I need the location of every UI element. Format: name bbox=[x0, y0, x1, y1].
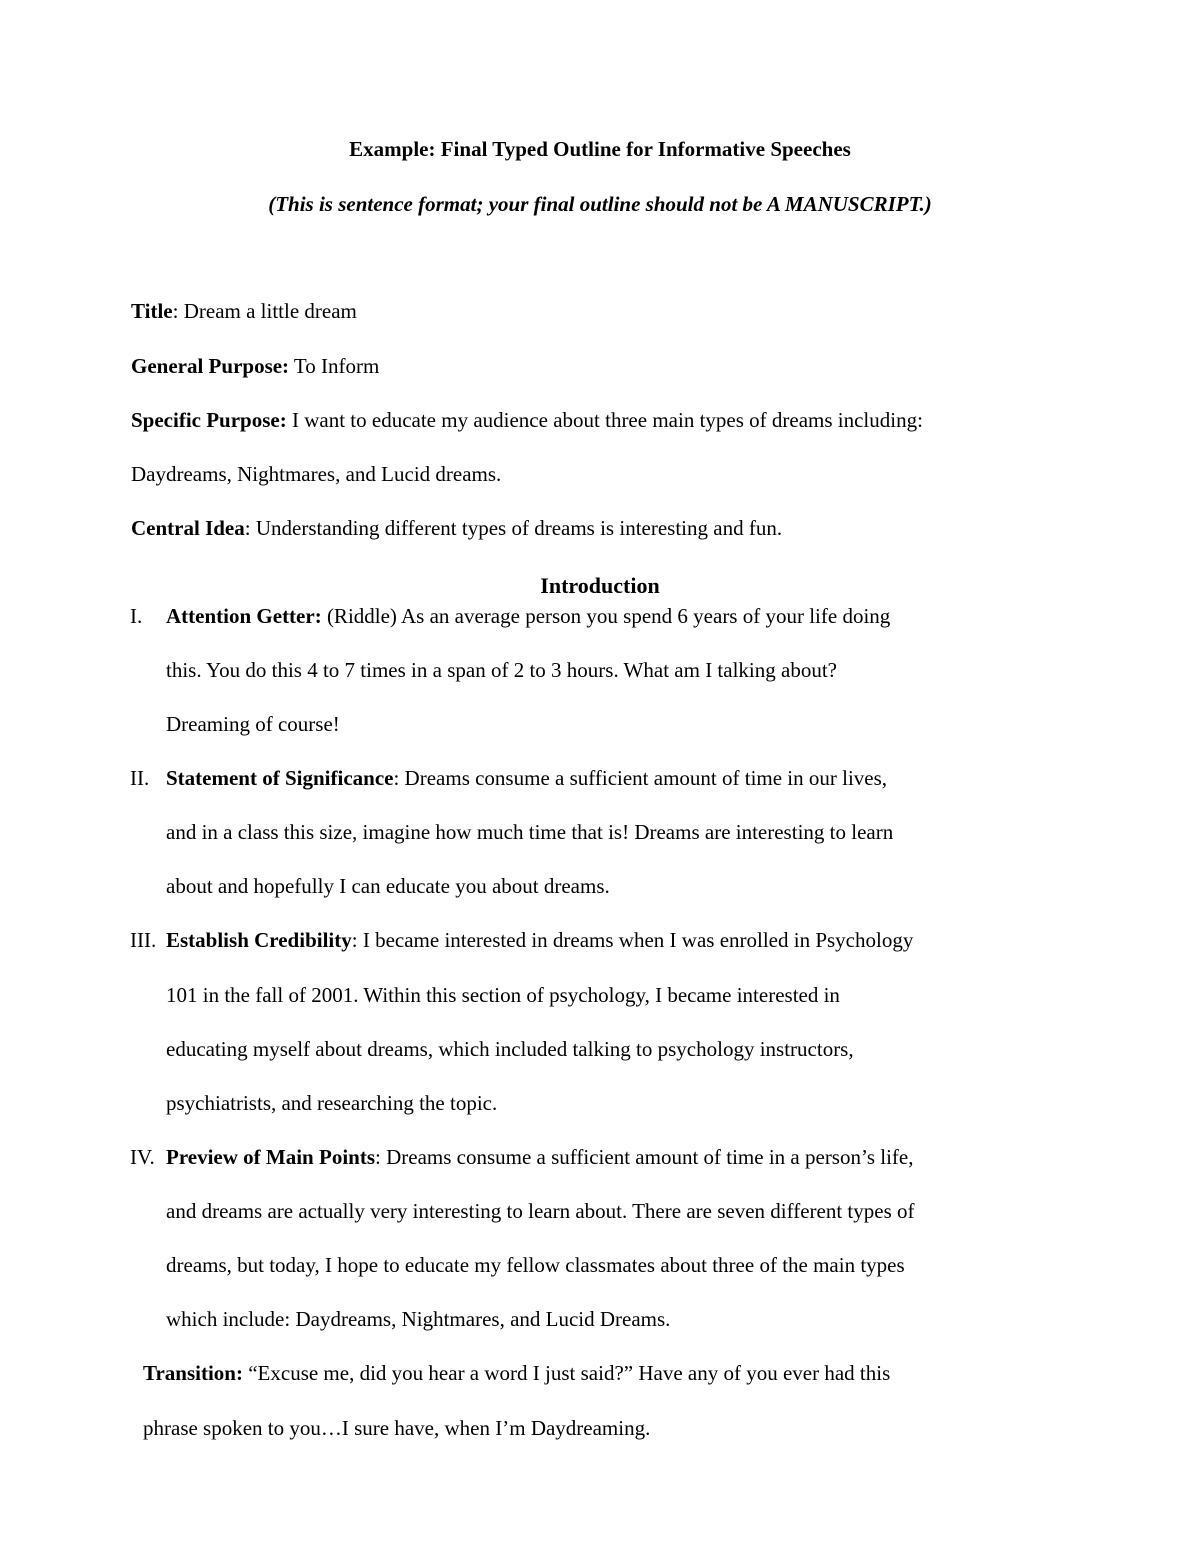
specific-purpose-label: Specific Purpose: bbox=[131, 408, 287, 432]
general-purpose-label: General Purpose: bbox=[131, 354, 290, 378]
outline-item-preview-of-main-points bbox=[166, 1147, 913, 1168]
outline-numeral: IV. bbox=[130, 1145, 155, 1169]
outline-line: (Riddle) As an average person you spend 6 years of your life doing bbox=[321, 604, 891, 628]
specific-purpose-line-1: I want to educate my audience about three main types of dreams including: bbox=[286, 408, 923, 432]
outline-line: and in a class this size, imagine how much time that is! Dreams are interesting to learn bbox=[166, 820, 894, 844]
preview-of-main-points-label: Preview of Main Points bbox=[166, 1145, 375, 1169]
outline-item-establish-credibility bbox=[166, 930, 913, 951]
transition-line-1: “Excuse me, did you hear a word I just said?” Have any of you ever had this bbox=[242, 1361, 891, 1385]
field-general-purpose bbox=[131, 356, 379, 377]
outline-line: Dreaming of course! bbox=[166, 712, 340, 736]
specific-purpose-line-2: Daydreams, Nightmares, and Lucid dreams. bbox=[131, 462, 502, 486]
outline-line: : Dreams consume a sufficient amount of time in our lives, bbox=[393, 766, 888, 790]
outline-line: dreams, but today, I hope to educate my fellow classmates about three of the main types bbox=[166, 1253, 905, 1277]
transition-label: Transition: bbox=[143, 1361, 243, 1385]
general-purpose-value: To Inform bbox=[289, 354, 380, 378]
field-specific-purpose bbox=[131, 410, 923, 431]
outline-line: 101 in the fall of 2001. Within this section of psychology, I became interested in bbox=[166, 983, 840, 1007]
document-subtitle: (This is sentence format; your final outline should not be A MANUSCRIPT.) bbox=[268, 192, 932, 216]
transition-line-2: phrase spoken to you…I sure have, when I’m Daydreaming. bbox=[143, 1416, 651, 1440]
field-title-label: Title bbox=[131, 299, 173, 323]
outline-line: : Dreams consume a sufficient amount of time in a person’s life, bbox=[375, 1145, 914, 1169]
field-title-sep: : bbox=[172, 299, 184, 323]
establish-credibility-label: Establish Credibility bbox=[166, 928, 352, 952]
central-idea-value: : Understanding different types of dreams is interesting and fun. bbox=[244, 516, 783, 540]
outline-numeral: II. bbox=[130, 766, 150, 790]
field-title bbox=[131, 301, 357, 322]
outline-numeral: III. bbox=[130, 928, 157, 952]
introduction-heading: Introduction bbox=[540, 573, 660, 598]
outline-numeral: I. bbox=[130, 604, 143, 628]
outline-line: about and hopefully I can educate you about dreams. bbox=[166, 874, 610, 898]
attention-getter-label: Attention Getter: bbox=[166, 604, 322, 628]
outline-line: which include: Daydreams, Nightmares, and Lucid Dreams. bbox=[166, 1307, 671, 1331]
outline-item-attention-getter bbox=[166, 606, 890, 627]
outline-line: psychiatrists, and researching the topic. bbox=[166, 1091, 498, 1115]
outline-line: educating myself about dreams, which included talking to psychology instructors, bbox=[166, 1037, 854, 1061]
field-title-value: Dream a little dream bbox=[183, 299, 357, 323]
statement-of-significance-label: Statement of Significance bbox=[166, 766, 394, 790]
transition bbox=[143, 1363, 890, 1384]
outline-line: and dreams are actually very interesting to learn about. There are seven different types of bbox=[166, 1199, 915, 1223]
outline-line: : I became interested in dreams when I was enrolled in Psychology bbox=[351, 928, 914, 952]
outline-item-statement-of-significance bbox=[166, 768, 887, 789]
central-idea-label: Central Idea bbox=[131, 516, 245, 540]
field-central-idea bbox=[131, 518, 782, 539]
outline-line: this. You do this 4 to 7 times in a span of 2 to 3 hours. What am I talking about? bbox=[166, 658, 837, 682]
document-title: Example: Final Typed Outline for Informative Speeches bbox=[349, 137, 851, 161]
